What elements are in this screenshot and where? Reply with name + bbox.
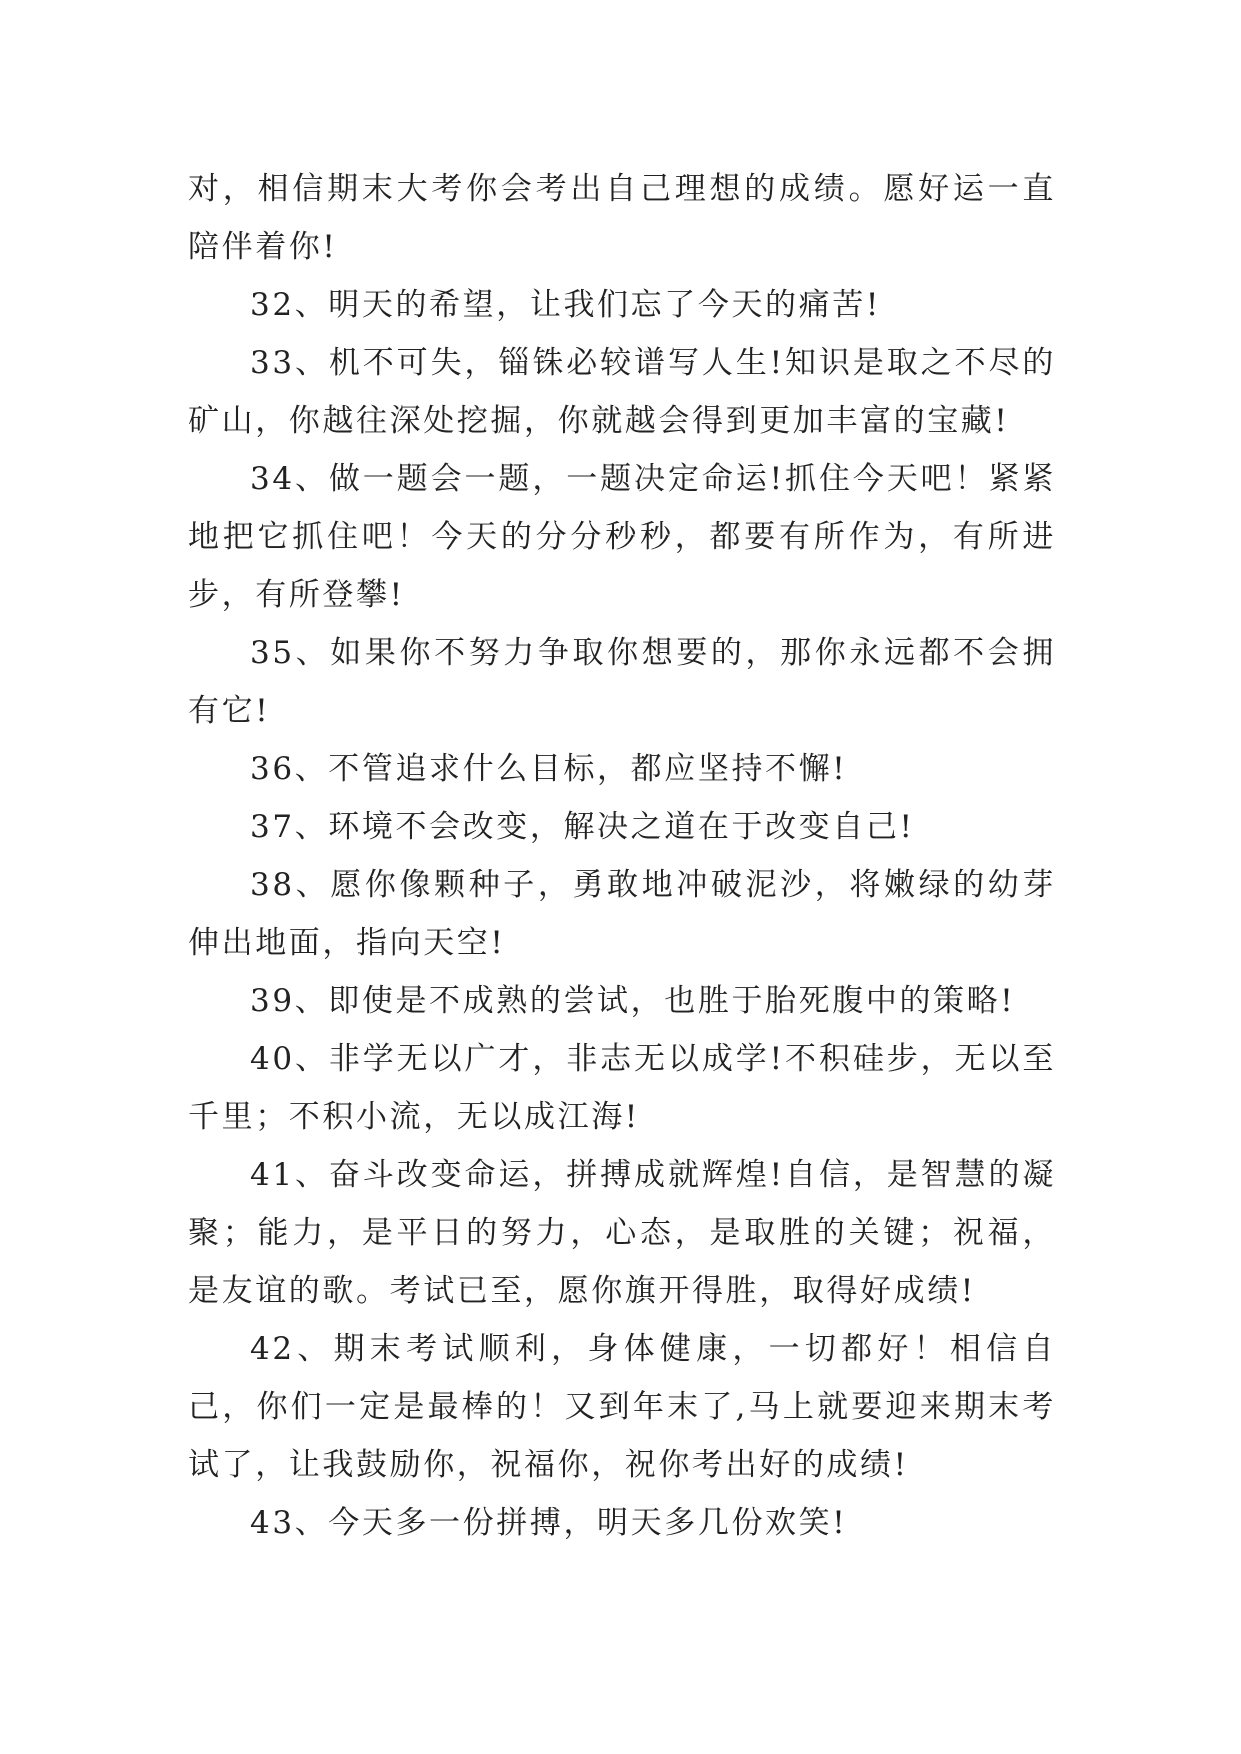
paragraph-item-35: 35、如果你不努力争取你想要的，那你永远都不会拥有它! — [188, 635, 1056, 729]
paragraph-item-41: 41、奋斗改变命运，拼搏成就辉煌!自信，是智慧的凝聚；能力，是平日的努力，心态，是取胜的关键；祝福，是友谊的歌。考试已至，愿你旗开得胜，取得好成绩! — [188, 1157, 1056, 1309]
paragraph-item-42: 42、期末考试顺利，身体健康，一切都好！相信自己，你们一定是最棒的！又到年末了,马上就要迎来期末考试了，让我鼓励你，祝福你，祝你考出好的成绩! — [188, 1331, 1056, 1483]
document-body — [188, 160, 1056, 1552]
paragraph-item-43: 43、今天多一份拼搏，明天多几份欢笑! — [250, 1505, 848, 1541]
paragraph-item-32: 32、明天的希望，让我们忘了今天的痛苦! — [250, 287, 881, 323]
paragraph-continuation: 对，相信期末大考你会考出自己理想的成绩。愿好运一直陪伴着你! — [188, 171, 1056, 265]
paragraph-item-34: 34、做一题会一题，一题决定命运!抓住今天吧！紧紧地把它抓住吧！今天的分分秒秒，都要有所作为，有所进步，有所登攀! — [188, 461, 1056, 613]
paragraph-item-40: 40、非学无以广才，非志无以成学!不积硅步，无以至千里；不积小流，无以成江海! — [188, 1041, 1056, 1135]
paragraph-item-37: 37、环境不会改变，解决之道在于改变自己! — [250, 809, 915, 845]
paragraph-item-39: 39、即使是不成熟的尝试，也胜于胎死腹中的策略! — [250, 983, 1016, 1019]
paragraph-item-38: 38、愿你像颗种子，勇敢地冲破泥沙，将嫩绿的幼芽伸出地面，指向天空! — [188, 867, 1056, 961]
paragraph-item-33: 33、机不可失，锱铢必较谱写人生!知识是取之不尽的矿山，你越往深处挖掘，你就越会得到更加丰富的宝藏! — [188, 345, 1056, 439]
paragraph-item-36: 36、不管追求什么目标，都应坚持不懈! — [250, 751, 848, 787]
